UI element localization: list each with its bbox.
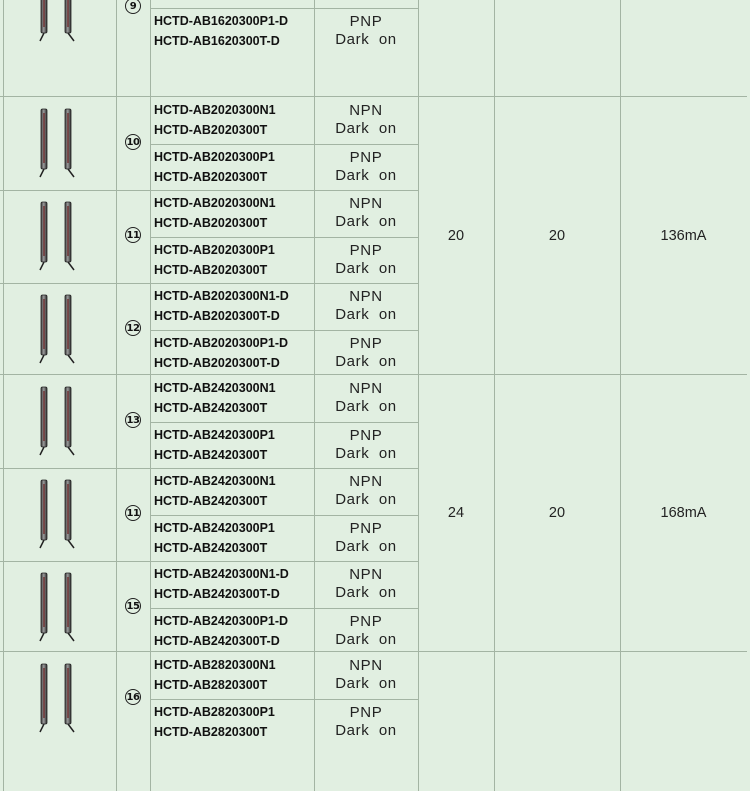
model-line: HCTD-AB2420300T xyxy=(154,494,268,508)
model-number xyxy=(154,471,276,511)
entry-divider xyxy=(0,468,418,469)
output-type-line: Dark on xyxy=(335,30,397,48)
model-line: HCTD-AB2020300T xyxy=(154,169,268,184)
model-line: HCTD-AB2020300T xyxy=(154,123,268,137)
output-type-line: NPN xyxy=(349,102,383,119)
column-divider xyxy=(150,375,151,652)
model-line: HCTD-AB2020300N1 xyxy=(154,103,276,117)
model-number xyxy=(154,11,288,51)
model-line: HCTD-AB2420300P1 xyxy=(154,427,275,442)
light-curtain-image xyxy=(30,662,86,736)
output-type xyxy=(316,566,416,602)
column-divider xyxy=(620,0,621,97)
entry-number: 16 xyxy=(125,689,141,705)
table-group xyxy=(0,374,747,652)
output-type-line: NPN xyxy=(349,288,383,305)
output-type-line: NPN xyxy=(349,473,383,490)
row-divider xyxy=(150,699,418,700)
entry-number: 11 xyxy=(125,227,141,243)
output-type-line: PNP xyxy=(349,241,383,259)
row-divider xyxy=(150,422,418,423)
model-line: HCTD-AB2420300T-D xyxy=(154,633,280,648)
column-divider xyxy=(314,375,315,652)
entry-number: 10 xyxy=(125,134,141,150)
output-type-line: Dark on xyxy=(335,491,397,508)
row-divider xyxy=(150,8,418,9)
model-line: HCTD-AB2420300P1-D xyxy=(154,613,289,628)
model-line: HCTD-AB2820300T xyxy=(154,678,268,692)
model-line: HCTD-AB2420300T xyxy=(154,447,268,462)
output-type xyxy=(316,520,416,556)
value-col-2: 20 xyxy=(548,505,566,521)
model-line xyxy=(154,0,289,4)
output-type-line: PNP xyxy=(349,334,383,352)
entry-number: 11 xyxy=(125,505,141,521)
output-type-line: Dark on xyxy=(335,352,397,370)
light-curtain-image xyxy=(30,571,86,645)
output-type xyxy=(316,704,416,740)
output-type xyxy=(316,149,416,185)
output-type-line: Dark on xyxy=(335,166,397,184)
model-number xyxy=(154,100,276,140)
column-divider xyxy=(116,375,117,652)
output-type-line: Dark on xyxy=(335,259,397,277)
entry-divider xyxy=(0,190,418,191)
entry-divider xyxy=(0,283,418,284)
model-line: HCTD-AB2020300T-D xyxy=(154,355,280,370)
column-divider xyxy=(620,652,621,791)
row-divider xyxy=(150,237,418,238)
output-type xyxy=(316,427,416,463)
output-type-line: PNP xyxy=(349,12,383,30)
output-type-line: PNP xyxy=(349,612,383,630)
table-group xyxy=(0,651,747,791)
model-line: HCTD-AB2820300N1 xyxy=(154,658,276,672)
model-number xyxy=(154,518,275,558)
value-col-3: 168mA xyxy=(660,505,707,521)
output-type xyxy=(316,473,416,509)
light-curtain-image xyxy=(30,385,86,459)
column-divider xyxy=(314,652,315,791)
model-line: HCTD-AB1620300T-D xyxy=(154,33,280,48)
output-type-line: Dark on xyxy=(335,444,397,462)
light-curtain-image xyxy=(30,478,86,552)
model-line: HCTD-AB2020300P1 xyxy=(154,149,275,164)
table-group xyxy=(0,0,747,97)
entry-number: 12 xyxy=(125,320,141,336)
model-number xyxy=(154,564,289,604)
column-divider xyxy=(150,0,151,97)
model-line: HCTD-AB1620300P1-D xyxy=(154,13,289,28)
output-type-line: NPN xyxy=(349,566,383,583)
light-curtain-image xyxy=(30,200,86,274)
model-line: HCTD-AB2420300T-D xyxy=(154,587,280,601)
output-type-line: Dark on xyxy=(335,584,397,601)
output-type xyxy=(316,380,416,416)
model-number xyxy=(154,193,276,233)
value-col-1: 20 xyxy=(447,227,465,244)
model-number xyxy=(154,147,275,187)
output-type-line: NPN xyxy=(349,380,383,397)
output-type xyxy=(316,102,416,138)
model-number xyxy=(154,0,289,4)
model-number xyxy=(154,425,275,465)
column-divider xyxy=(3,375,4,652)
model-line: HCTD-AB2420300N1 xyxy=(154,381,276,395)
model-number xyxy=(154,655,276,695)
model-number xyxy=(154,333,288,373)
model-line: HCTD-AB2420300P1 xyxy=(154,520,275,535)
output-type-line: PNP xyxy=(349,703,383,721)
output-type-line: Dark on xyxy=(335,630,397,648)
row-divider xyxy=(150,608,418,609)
model-number xyxy=(154,286,289,326)
output-type-line: NPN xyxy=(349,657,383,674)
column-divider xyxy=(116,0,117,97)
value-col-2: 20 xyxy=(548,227,566,244)
column-divider xyxy=(3,652,4,791)
column-divider xyxy=(314,0,315,97)
model-number xyxy=(154,240,275,280)
model-number xyxy=(154,378,276,418)
column-divider xyxy=(3,97,4,375)
entry-number: 15 xyxy=(125,598,141,614)
model-line: HCTD-AB2020300T xyxy=(154,216,268,230)
column-divider xyxy=(150,652,151,791)
output-type xyxy=(316,657,416,693)
output-type-line: Dark on xyxy=(335,306,397,323)
row-divider xyxy=(150,144,418,145)
output-type-line: Dark on xyxy=(335,675,397,692)
light-curtain-image xyxy=(30,293,86,367)
column-divider xyxy=(494,0,495,97)
output-type-line xyxy=(316,0,416,2)
output-type-line: PNP xyxy=(349,426,383,444)
column-divider xyxy=(418,0,419,97)
entry-number: 9 xyxy=(125,0,141,14)
output-type-line: Dark on xyxy=(335,398,397,415)
entry-divider xyxy=(0,561,418,562)
row-divider xyxy=(150,515,418,516)
entry-number: 13 xyxy=(125,412,141,428)
model-line: HCTD-AB2020300P1 xyxy=(154,242,275,257)
output-type-line: Dark on xyxy=(335,721,397,739)
column-divider xyxy=(116,652,117,791)
value-col-3: 136mA xyxy=(660,227,707,244)
output-type xyxy=(316,13,416,49)
model-line: HCTD-AB2820300P1 xyxy=(154,704,275,719)
model-line: HCTD-AB2020300T xyxy=(154,262,268,277)
row-divider xyxy=(150,330,418,331)
output-type xyxy=(316,195,416,231)
output-type xyxy=(316,242,416,278)
output-type xyxy=(316,0,416,2)
output-type-line: Dark on xyxy=(335,213,397,230)
column-divider xyxy=(418,652,419,791)
output-type xyxy=(316,335,416,371)
model-line: HCTD-AB2420300T xyxy=(154,401,268,415)
model-line: HCTD-AB2020300N1 xyxy=(154,196,276,210)
model-number xyxy=(154,702,275,742)
output-type-line: Dark on xyxy=(335,537,397,555)
column-divider xyxy=(3,0,4,97)
light-curtain-image xyxy=(30,107,86,181)
output-type xyxy=(316,288,416,324)
model-line: HCTD-AB2820300T xyxy=(154,724,268,739)
value-col-1: 24 xyxy=(447,505,465,521)
model-line: HCTD-AB2420300N1-D xyxy=(154,567,289,581)
output-type-line: NPN xyxy=(349,195,383,212)
column-divider xyxy=(494,652,495,791)
model-line: HCTD-AB2020300P1-D xyxy=(154,335,289,350)
output-type-line: PNP xyxy=(349,148,383,166)
model-number xyxy=(154,611,288,651)
table-group xyxy=(0,96,747,375)
light-curtain-image xyxy=(30,0,86,45)
column-divider xyxy=(116,97,117,375)
output-type xyxy=(316,613,416,649)
model-line: HCTD-AB2020300N1-D xyxy=(154,289,289,303)
model-line: HCTD-AB2420300T xyxy=(154,540,268,555)
model-line: HCTD-AB2420300N1 xyxy=(154,474,276,488)
output-type-line: Dark on xyxy=(335,120,397,137)
model-line: HCTD-AB2020300T-D xyxy=(154,309,280,323)
output-type-line: PNP xyxy=(349,519,383,537)
